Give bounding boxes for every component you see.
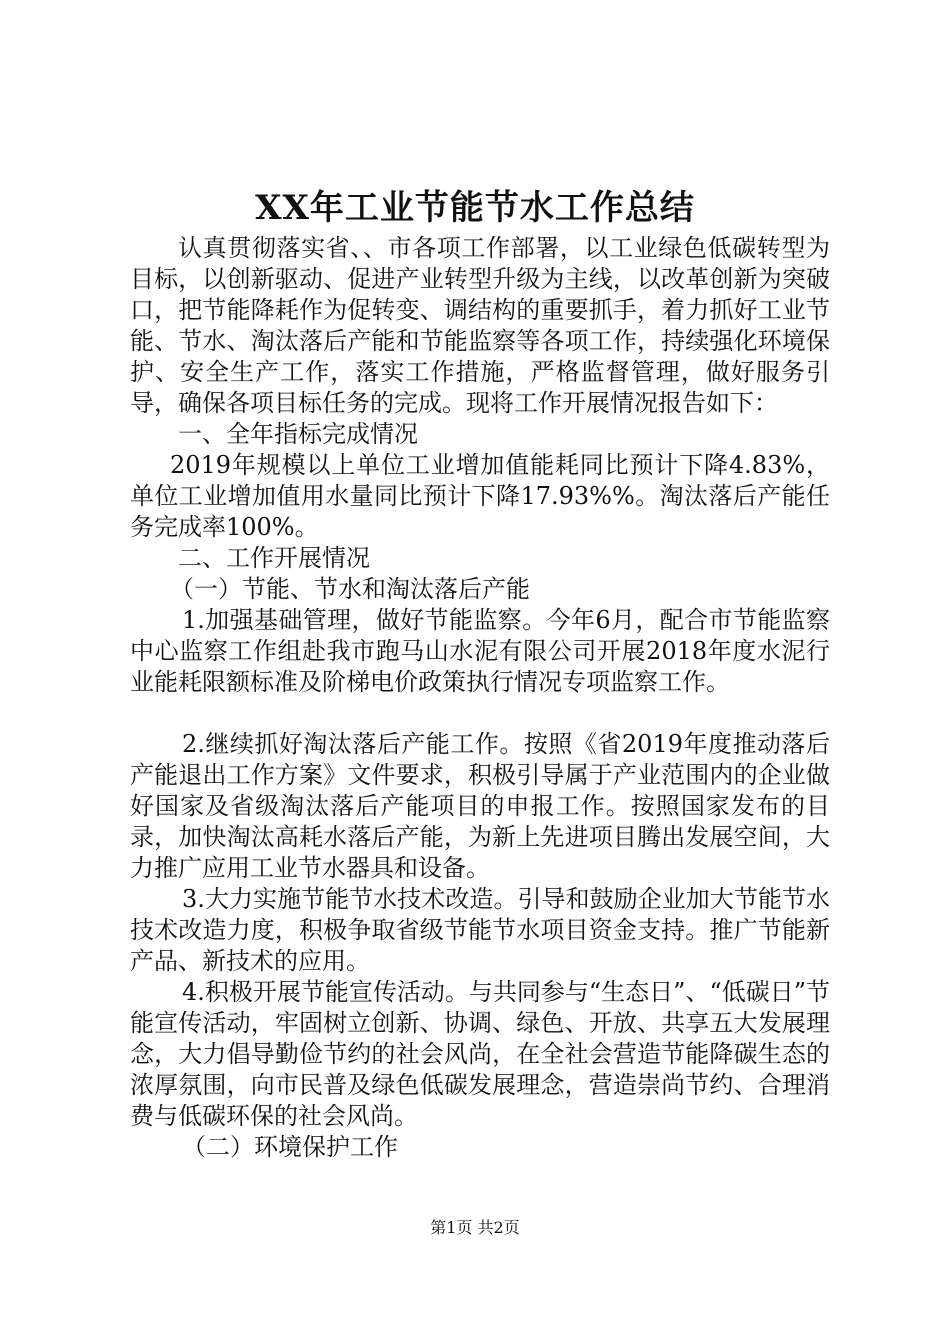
page-footer: 第1页 共2页 (430, 1218, 520, 1237)
section-heading-2: 二、工作开展情况 (178, 544, 370, 572)
subsection-heading-1: （一）节能、节水和淘汰落后产能 (170, 575, 530, 603)
subsection-heading-2: （二）环境保护工作 (182, 1133, 398, 1161)
intro-paragraph: 认真贯彻落实省、、市各项工作部署，以工业绿色低碳转型为目标，以创新驱动、促进产业转型升级为主线，以改革创新为突破口，把节能降耗作为促转变、调结构的重要抓手，着力抓好工业节能、节水、淘汰落后产能和节能监察等各项工作，持续强化环境保护、安全生产工作，落实工作措施，严格监督管理，做好服务引导，确保各项目标任务的完成。现将工作开展情况报告如下： (130, 234, 830, 417)
work-item-2: 2.继续抓好淘汰落后产能工作。按照《省2019年度推动落后产能退出工作方案》文件要求，积极引导属于产业范围内的企业做好国家及省级淘汰落后产能项目的申报工作。按照国家发布的目录，加快淘汰高耗水落后产能，为新上先进项目腾出发展空间，大力推广应用工业节水器具和设备。 (130, 730, 830, 882)
paragraph-gap (130, 698, 830, 729)
indicators-paragraph: 2019年规模以上单位工业增加值能耗同比预计下降4.83%，单位工业增加值用水量同比预计下降17.93%%。淘汰落后产能任务完成率100%。 (130, 451, 830, 541)
work-item-4: 4.积极开展节能宣传活动。与共同参与“生态日”、“低碳日”节能宣传活动，牢固树立创新、协调、绿色、开放、共享五大发展理念，大力倡导勤俭节约的社会风尚，在全社会营造节能降碳生态的浓厚氛围，向市民普及绿色低碳发展理念，营造崇尚节约、合理消费与低碳环保的社会风尚。 (130, 978, 830, 1130)
document-body (130, 233, 830, 1163)
section-heading-1: 一、全年指标完成情况 (178, 420, 418, 448)
work-item-3: 3.大力实施节能节水技术改造。引导和鼓励企业加大节能节水技术改造力度，积极争取省级节能节水项目资金支持。推广节能新产品、新技术的应用。 (130, 885, 830, 975)
work-item-1: 1.加强基础管理，做好节能监察。今年6月，配合市节能监察中心监察工作组赴我市跑马山水泥有限公司开展2018年度水泥行业能耗限额标准及阶梯电价政策执行情况专项监察工作。 (130, 606, 830, 696)
document-title: XX年工业节能节水工作总结 (255, 188, 695, 228)
